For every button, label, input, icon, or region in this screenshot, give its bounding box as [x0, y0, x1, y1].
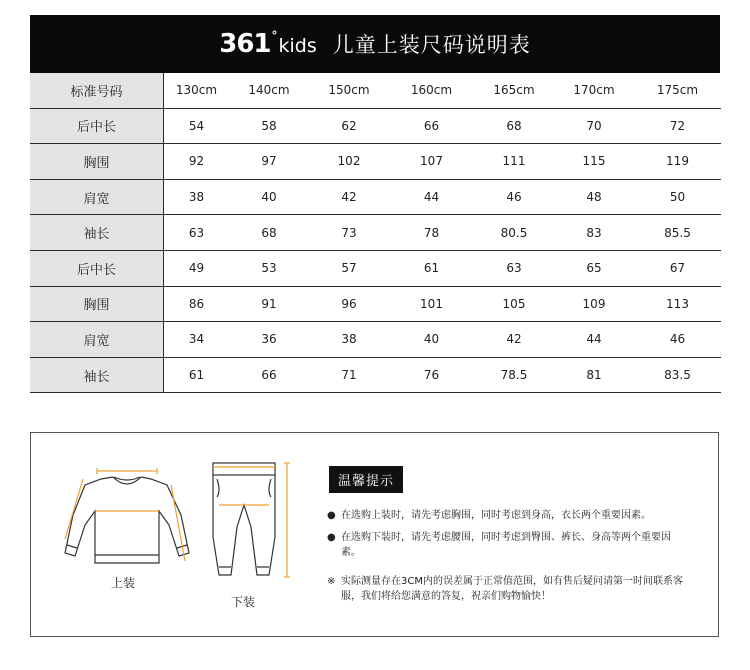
- table-cell: 54: [164, 108, 230, 144]
- top-garment-figure: [61, 465, 191, 570]
- table-cell: 85.5: [634, 215, 721, 251]
- bullet-icon: ●: [327, 532, 336, 543]
- row-label: 肩宽: [30, 179, 164, 215]
- logo-degree: °: [271, 29, 278, 43]
- table-header-row: [30, 73, 721, 108]
- table-cell: 92: [164, 144, 230, 180]
- table-cell: 40: [229, 179, 309, 215]
- table-cell: 44: [554, 322, 634, 358]
- table-row: [30, 215, 721, 251]
- row-label: 胸围: [30, 286, 164, 322]
- table-cell: 66: [229, 357, 309, 393]
- tip-text: 在选购上装时，请先考虑胸围，同时考虑到身高，衣长两个重要因素。: [341, 510, 651, 521]
- table-cell: 50: [634, 179, 721, 215]
- table-cell: 105: [474, 286, 554, 322]
- table-cell: 119: [634, 144, 721, 180]
- table-cell: 78.5: [474, 357, 554, 393]
- table-cell: 34: [164, 322, 230, 358]
- table-cell: 66: [389, 108, 474, 144]
- table-row: [30, 286, 721, 322]
- table-cell: 76: [389, 357, 474, 393]
- size-header-cell: 165cm: [474, 73, 554, 108]
- table-cell: 40: [389, 322, 474, 358]
- header-bar: [30, 15, 720, 73]
- table-cell: 101: [389, 286, 474, 322]
- table-cell: 80.5: [474, 215, 554, 251]
- table-cell: 46: [634, 322, 721, 358]
- table-cell: 46: [474, 179, 554, 215]
- size-header-cell: 130cm: [164, 73, 230, 108]
- table-cell: 81: [554, 357, 634, 393]
- tip-note: [327, 574, 687, 604]
- top-figure-caption: 上装: [111, 576, 136, 590]
- tips-panel: [30, 432, 719, 637]
- page-title: 儿童上装尺码说明表: [332, 33, 531, 57]
- table-cell: 68: [229, 215, 309, 251]
- table-cell: 49: [164, 250, 230, 286]
- table-cell: 86: [164, 286, 230, 322]
- table-cell: 42: [474, 322, 554, 358]
- table-cell: 96: [309, 286, 389, 322]
- table-cell: 109: [554, 286, 634, 322]
- brand-logo: [219, 29, 317, 59]
- table-cell: 70: [554, 108, 634, 144]
- row-label: 后中长: [30, 108, 164, 144]
- table-cell: 36: [229, 322, 309, 358]
- table-cell: 61: [164, 357, 230, 393]
- tips-title: 温馨提示: [329, 466, 403, 493]
- note-mark-icon: ※: [327, 576, 336, 587]
- size-header-cell: 140cm: [229, 73, 309, 108]
- table-cell: 107: [389, 144, 474, 180]
- pants-figure: [207, 457, 297, 587]
- size-table: [30, 73, 721, 393]
- table-cell: 73: [309, 215, 389, 251]
- table-cell: 97: [229, 144, 309, 180]
- table-cell: 38: [309, 322, 389, 358]
- table-cell: 111: [474, 144, 554, 180]
- table-cell: 38: [164, 179, 230, 215]
- size-header-cell: 160cm: [389, 73, 474, 108]
- row-label: 肩宽: [30, 322, 164, 358]
- table-cell: 72: [634, 108, 721, 144]
- table-cell: 57: [309, 250, 389, 286]
- table-cell: 68: [474, 108, 554, 144]
- note-text: 实际测量存在3CM内的误差属于正常值范围，如有售后疑问请第一时间联系客服，我们将给您满意的答复，祝亲们购物愉快！: [341, 576, 683, 602]
- table-cell: 83.5: [634, 357, 721, 393]
- size-header-cell: 170cm: [554, 73, 634, 108]
- tip-item-bottom: [327, 530, 687, 560]
- table-cell: 67: [634, 250, 721, 286]
- size-header-cell: 150cm: [309, 73, 389, 108]
- size-header-cell: 175cm: [634, 73, 721, 108]
- table-row: [30, 179, 721, 215]
- table-cell: 58: [229, 108, 309, 144]
- table-cell: 63: [164, 215, 230, 251]
- table-row: [30, 108, 721, 144]
- row-label: 胸围: [30, 144, 164, 180]
- table-cell: 63: [474, 250, 554, 286]
- table-cell: 44: [389, 179, 474, 215]
- table-cell: 102: [309, 144, 389, 180]
- tip-item-top: [327, 508, 687, 523]
- table-cell: 42: [309, 179, 389, 215]
- table-cell: 61: [389, 250, 474, 286]
- table-row: [30, 250, 721, 286]
- logo-kids-text: kids: [278, 35, 317, 57]
- table-cell: 53: [229, 250, 309, 286]
- row-label: 袖长: [30, 215, 164, 251]
- pants-figure-caption: 下装: [231, 595, 256, 609]
- table-cell: 62: [309, 108, 389, 144]
- table-row: [30, 357, 721, 393]
- table-cell: 65: [554, 250, 634, 286]
- table-cell: 83: [554, 215, 634, 251]
- row-label: 后中长: [30, 250, 164, 286]
- tip-text: 在选购下装时，请先考虑腰围，同时考虑到臀围、裤长、身高等两个重要因素。: [341, 532, 671, 558]
- table-row: [30, 144, 721, 180]
- row-label: 袖长: [30, 357, 164, 393]
- table-row: [30, 322, 721, 358]
- row-label: 标准号码: [30, 73, 164, 108]
- table-cell: 115: [554, 144, 634, 180]
- table-cell: 71: [309, 357, 389, 393]
- table-cell: 48: [554, 179, 634, 215]
- bullet-icon: ●: [327, 510, 336, 521]
- logo-number: 361: [219, 29, 271, 59]
- table-cell: 113: [634, 286, 721, 322]
- table-cell: 78: [389, 215, 474, 251]
- table-cell: 91: [229, 286, 309, 322]
